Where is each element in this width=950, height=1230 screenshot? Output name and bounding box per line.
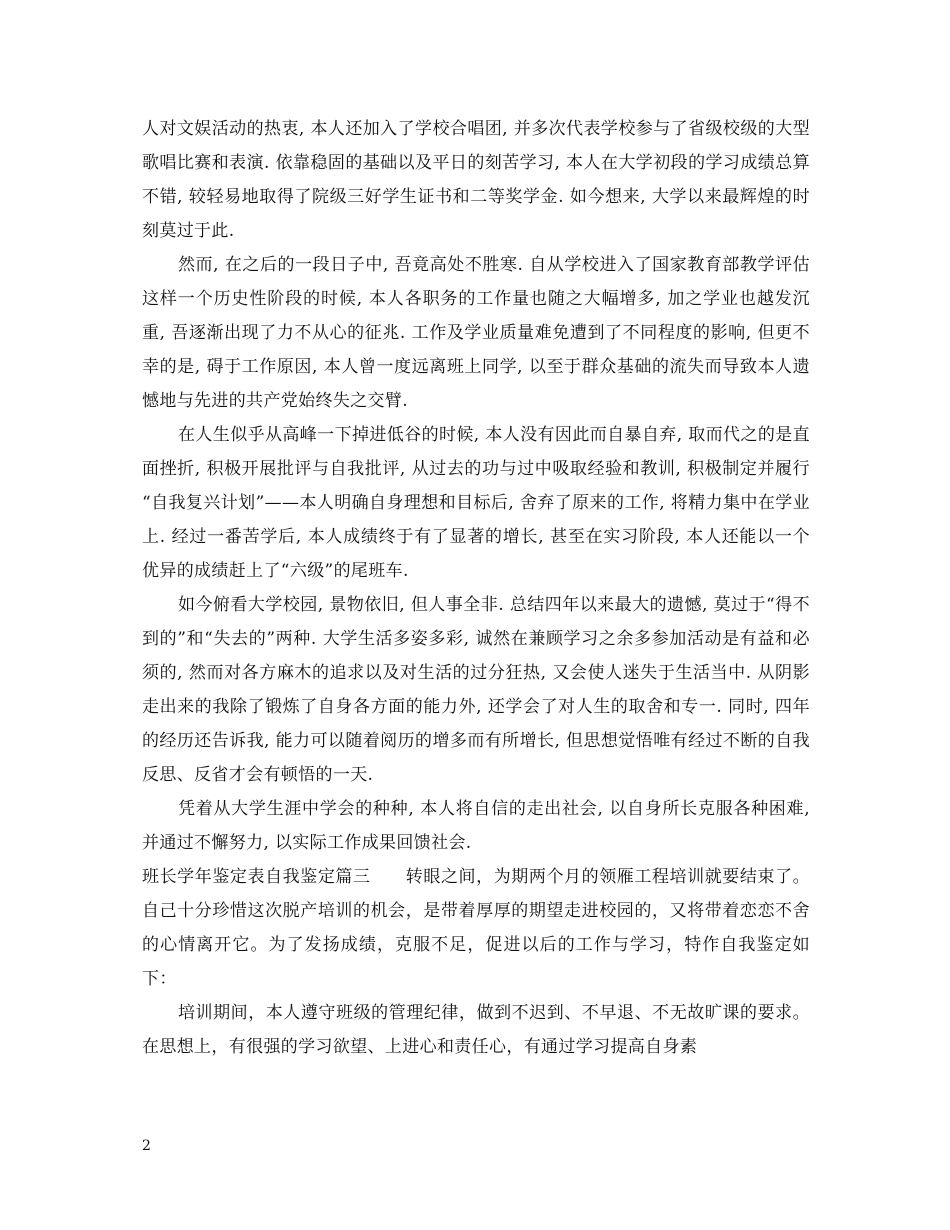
paragraph-1: 人对文娱活动的热衷, 本人还加入了学校合唱团, 并多次代表学校参与了省级校级的大型歌唱比赛和表演. 依靠稳固的基础以及平日的刻苦学习, 本人在大学初段的学习成绩总算不错, 较轻易地取得了院级三好学生证书和二等奖学金. 如今想来, 大学以来最辉煌的时刻莫过于此. — [142, 119, 810, 241]
page-body — [142, 112, 810, 1064]
section-heading-paragraph: 班长学年鉴定表自我鉴定篇三 转眼之间，为期两个月的领雁工程培训就要结束了。自己十分珍惜这次脱产培训的机会，是带着厚厚的期望走进校园的，又将带着恋恋不舍的心情离开它。为了发扬成绩，克服不足，促进以后的工作与学习，特作自我鉴定如下： — [142, 867, 810, 989]
paragraph-7: 培训期间，本人遵守班级的管理纪律，做到不迟到、不早退、不无故旷课的要求。在思想上，有很强的学习欲望、上进心和责任心，有通过学习提高自身素 — [142, 1003, 810, 1057]
paragraph-2: 然而, 在之后的一段日子中, 吾竟高处不胜寒. 自从学校进入了国家教育部教学评估这样一个历史性阶段的时候, 本人各职务的工作量也随之大幅增多, 加之学业也越发沉重, 吾逐渐出现了力不从心的征兆. 工作及学业质量难免遭到了不同程度的影响, 但更不幸的是, 碍于工作原因, 本人曾一度远离班上同学, 以至于群众基础的流失而导致本人遗憾地与先进的共产党始终失之交臂. — [142, 255, 810, 411]
page-number: 2 — [142, 1138, 151, 1154]
paragraph-4: 如今俯看大学校园, 景物依旧, 但人事全非. 总结四年以来最大的遗憾, 莫过于“得不到的”和“失去的”两种. 大学生活多姿多彩, 诚然在兼顾学习之余多参加活动是有益和必须的, 然而对各方麻木的追求以及对生活的过分狂热, 又会使人迷失于生活当中. 从阴影走出来的我除了锻炼了自身各方面的能力外, 还学会了对人生的取舍和专一. 同时, 四年的经历还告诉我, 能力可以随着阅历的增多而有所增长, 但思想觉悟唯有经过不断的自我反思、反省才会有顿悟的一天. — [142, 595, 810, 785]
paragraph-5: 凭着从大学生涯中学会的种种, 本人将自信的走出社会, 以自身所长克服各种困难, 并通过不懈努力, 以实际工作成果回馈社会. — [142, 799, 810, 853]
paragraph-3: 在人生似乎从高峰一下掉进低谷的时候, 本人没有因此而自暴自弃, 取而代之的是直面挫折, 积极开展批评与自我批评, 从过去的功与过中吸取经验和教训, 积极制定并履行 “自我复兴计划”——本人明确自身理想和目标后, 舍弃了原来的工作, 将精力集中在学业上. 经过一番苦学后, 本人成绩终于有了显著的增长, 甚至在实习阶段, 本人还能以一个优异的成绩赶上了“六级”的尾班车. — [142, 425, 810, 581]
